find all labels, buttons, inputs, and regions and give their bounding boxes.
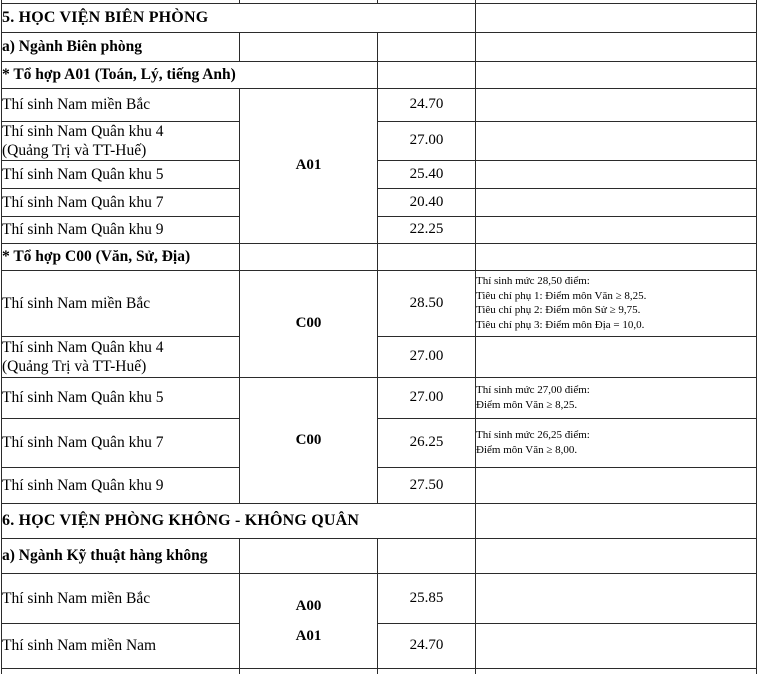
clipped-cell [476, 668, 757, 674]
note-cell [476, 418, 757, 467]
clipped-cell [2, 668, 240, 674]
combo-code-cell: A01 [240, 88, 378, 243]
empty-note-cell [476, 336, 757, 377]
empty-code-cell [240, 243, 378, 270]
empty-note-cell [476, 216, 757, 243]
score-cell: 27.00 [378, 336, 476, 377]
score-cell: 22.25 [378, 216, 476, 243]
candidate-cell: Thí sinh Nam miền Bắc [2, 573, 240, 623]
combo-code-cell [240, 573, 378, 668]
empty-score-cell [378, 538, 476, 573]
combo-code-line: A00 [295, 597, 322, 614]
empty-note-cell [476, 32, 757, 61]
score-cell: 25.40 [378, 160, 476, 188]
score-cell: 25.85 [378, 573, 476, 623]
combo-code-cell: C00 [240, 377, 378, 503]
empty-score-cell [378, 32, 476, 61]
note-line: Tiêu chí phụ 2: Điểm môn Sử ≥ 9,75. [476, 304, 641, 316]
candidate-cell: Thí sinh Nam Quân khu 9 [2, 467, 240, 503]
empty-note-cell [476, 88, 757, 121]
empty-note-cell [476, 503, 757, 538]
clipped-cell [240, 668, 378, 674]
note-line: Điểm môn Văn ≥ 8,00. [476, 443, 578, 456]
empty-note-cell [476, 121, 757, 160]
section-title-cell: 6. HỌC VIỆN PHÒNG KHÔNG - KHÔNG QUÂN [2, 503, 476, 538]
candidate-cell: Thí sinh Nam miền Nam [2, 623, 240, 668]
combo-title-cell: * Tổ hợp C00 (Văn, Sử, Địa) [2, 243, 240, 270]
candidate-label: Thí sinh Nam Quân khu 4 [2, 338, 164, 356]
candidate-cell [2, 336, 240, 377]
empty-code-cell [240, 538, 378, 573]
empty-note-cell [476, 467, 757, 503]
empty-note-cell [476, 3, 757, 32]
note-line: Thí sinh mức 28,50 điểm: [476, 275, 590, 287]
major-title-cell: a) Ngành Biên phòng [2, 32, 240, 61]
empty-note-cell [476, 61, 757, 88]
candidate-cell: Thí sinh Nam Quân khu 7 [2, 418, 240, 467]
empty-note-cell [476, 188, 757, 216]
empty-note-cell [476, 243, 757, 270]
candidate-cell: Thí sinh Nam miền Bắc [2, 88, 240, 121]
major-title-cell: a) Ngành Kỹ thuật hàng không [2, 538, 240, 573]
note-cell [476, 377, 757, 418]
section-title-cell: 5. HỌC VIỆN BIÊN PHÒNG [2, 3, 476, 32]
score-cell: 26.25 [378, 418, 476, 467]
note-line: Thí sinh mức 26,25 điểm: [476, 429, 590, 441]
empty-note-cell [476, 573, 757, 623]
score-cell: 27.00 [378, 121, 476, 160]
score-cell: 27.50 [378, 467, 476, 503]
empty-note-cell [476, 160, 757, 188]
note-line: Thí sinh mức 27,00 điểm: [476, 384, 590, 396]
candidate-cell: Thí sinh Nam Quân khu 9 [2, 216, 240, 243]
clipped-cell [378, 668, 476, 674]
candidate-label: Thí sinh Nam Quân khu 4 [2, 122, 164, 140]
note-line: Điểm môn Văn ≥ 8,25. [476, 398, 578, 411]
empty-note-cell [476, 538, 757, 573]
score-cell: 27.00 [378, 377, 476, 418]
empty-score-cell [378, 243, 476, 270]
admission-scores-table [1, 0, 757, 674]
candidate-cell: Thí sinh Nam Quân khu 5 [2, 160, 240, 188]
candidate-cell: Thí sinh Nam Quân khu 5 [2, 377, 240, 418]
note-line: Tiêu chí phụ 1: Điểm môn Văn ≥ 8,25. [476, 289, 647, 302]
combo-title-cell: * Tổ hợp A01 (Toán, Lý, tiếng Anh) [2, 61, 378, 88]
candidate-label-line2: (Quảng Trị và TT-Huế) [2, 357, 147, 375]
candidate-cell: Thí sinh Nam Quân khu 7 [2, 188, 240, 216]
empty-code-cell [240, 32, 378, 61]
note-cell [476, 270, 757, 336]
candidate-cell: Thí sinh Nam miền Bắc [2, 270, 240, 336]
score-cell: 28.50 [378, 270, 476, 336]
score-cell: 24.70 [378, 88, 476, 121]
score-cell: 24.70 [378, 623, 476, 668]
candidate-cell [2, 121, 240, 160]
combo-code-line: A01 [295, 627, 322, 644]
candidate-label-line2: (Quảng Trị và TT-Huế) [2, 141, 147, 159]
empty-note-cell [476, 623, 757, 668]
combo-code-cell: C00 [240, 270, 378, 377]
empty-score-cell [378, 61, 476, 88]
note-line: Tiêu chí phụ 3: Điểm môn Địa = 10,0. [476, 318, 645, 331]
score-cell: 20.40 [378, 188, 476, 216]
